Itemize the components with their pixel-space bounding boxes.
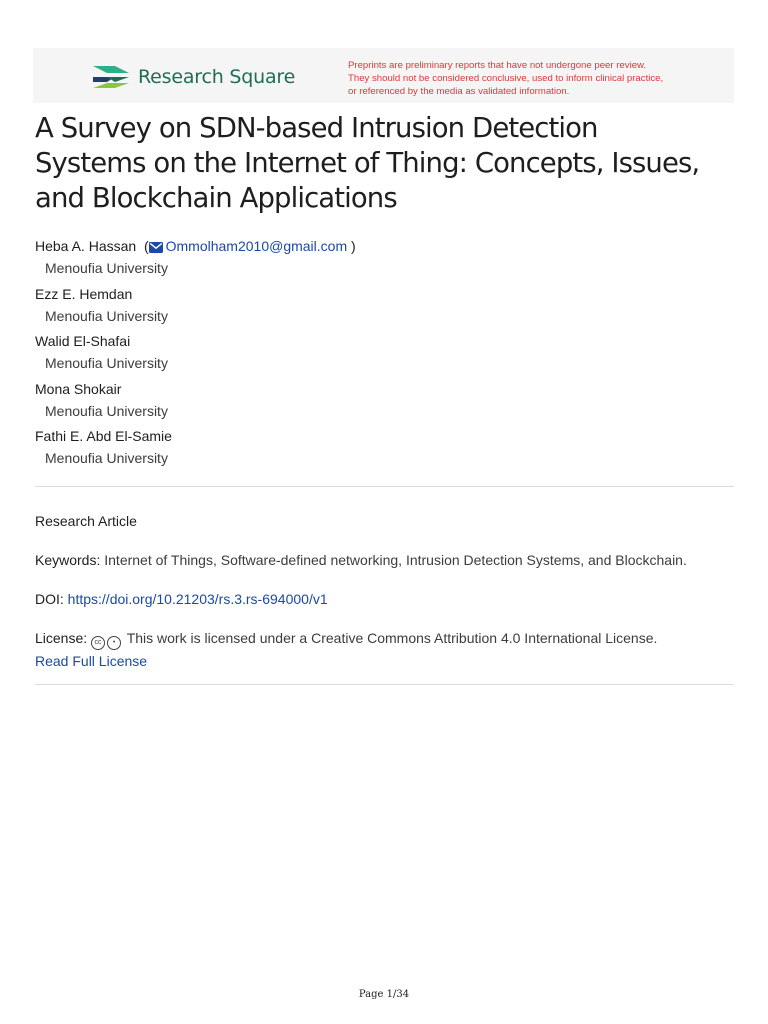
author-entry [35,284,735,332]
author-name: Walid El-Shafai [35,333,131,350]
by-icon: • [107,636,121,650]
title-line: A Survey on SDN-based Intrusion Detection [35,112,598,144]
email-close-paren: ) [347,238,356,254]
author-email-link[interactable] [149,238,348,254]
research-square-logo[interactable] [93,64,295,90]
title-line: Systems on the Internet of Thing: Concepts, Issues, [35,147,700,179]
author-list [35,236,735,474]
author-affiliation: Menoufia University [45,450,168,467]
disclaimer-line: They should not be considered conclusive, used to inform clinical practice, [348,73,664,84]
author-affiliation: Menoufia University [45,307,168,324]
disclaimer-line: or referenced by the media as validated information. [348,86,570,97]
preprint-disclaimer [348,59,728,98]
author-entry [35,379,735,427]
article-type-label: Research Article [35,513,137,529]
envelope-icon [149,242,163,253]
doi-label: DOI: [35,591,64,607]
article-type [35,511,735,531]
divider [35,684,734,685]
author-affiliation: Menoufia University [45,355,168,372]
read-license-row [35,651,735,671]
author-affiliation: Menoufia University [45,260,168,276]
research-square-logo-icon [93,64,129,90]
divider [35,486,734,487]
author-name: Mona Shokair [35,380,122,397]
author-name: Heba A. Hassan [35,238,137,254]
author-name-row [35,236,735,256]
disclaimer-line: Preprints are preliminary reports that have not undergone peer review. [348,60,647,71]
keywords-label: Keywords: [35,552,101,568]
page-number: Page 1/34 [358,989,410,1000]
license-text: This work is licensed under a Creative Commons Attribution 4.0 International License. [126,630,658,646]
title-line: and Blockchain Applications [35,182,397,214]
author-name: Ezz E. Hemdan [35,285,133,302]
logo-text: Research Square [138,66,296,88]
keywords-row [35,550,735,570]
license-label: License: [35,630,88,646]
keywords-text: Internet of Things, Software-defined networking, Intrusion Detection Systems, and Blockchain. [104,552,687,568]
cc-icon: cc [91,636,105,650]
header-banner [33,48,734,103]
article-title [35,111,735,216]
author-email: Ommolham2010@gmail.com [165,238,348,254]
doi-row [35,589,735,609]
author-entry [35,331,735,379]
email-open-paren: ( [140,238,149,254]
author-entry [35,236,735,284]
author-name: Fathi E. Abd El-Samie [35,428,172,445]
read-full-license-link[interactable]: Read Full License [35,653,148,669]
author-entry [35,426,735,474]
license-row [35,628,735,650]
author-affiliation: Menoufia University [45,402,168,419]
doi-link[interactable]: https://doi.org/10.21203/rs.3.rs-694000/v1 [67,591,328,607]
